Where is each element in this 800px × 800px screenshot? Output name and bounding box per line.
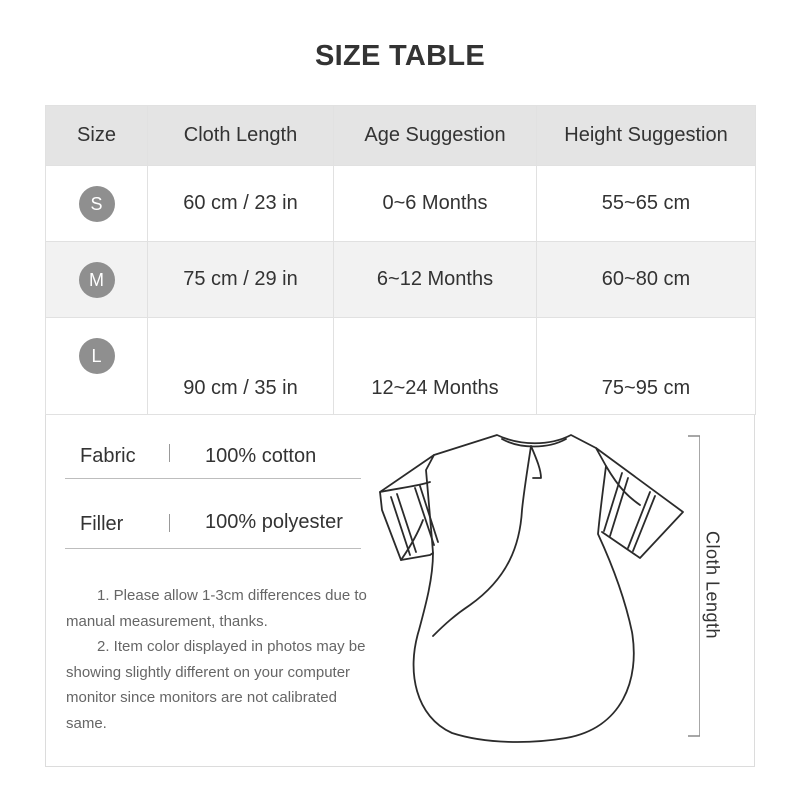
header-height-suggestion: Height Suggestion [537, 106, 756, 166]
table-header-row [46, 106, 756, 166]
spec-divider [169, 514, 170, 532]
note-item: 1. Please allow 1-3cm differences due to manual measurement, thanks. [66, 587, 367, 630]
height-cell: 60~80 cm [537, 242, 756, 318]
notes [66, 583, 376, 736]
sleep-sack-outline-icon [370, 420, 700, 750]
size-badge: M [79, 262, 115, 298]
spec-label: Filler [80, 513, 124, 535]
spec-row-fabric [65, 438, 361, 479]
age-cell: 6~12 Months [334, 242, 537, 318]
page-title: SIZE TABLE [314, 40, 486, 72]
spec-divider [169, 444, 170, 462]
cloth-length-cell: 60 cm / 23 in [148, 166, 334, 242]
height-cell: 55~65 cm [537, 166, 756, 242]
cloth-length-label: Cloth Length [702, 530, 723, 640]
size-cell [46, 242, 148, 318]
cloth-length-cell: 75 cm / 29 in [148, 242, 334, 318]
spec-value: 100% polyester [205, 511, 343, 533]
note-item: 2. Item color displayed in photos may be showing slightly different on your computer monitor since monitors are not calibrated same. [66, 638, 366, 732]
spec-row-filler [65, 508, 361, 549]
height-cell: 75~95 cm [537, 318, 756, 415]
header-age-suggestion: Age Suggestion [334, 106, 537, 166]
spec-label: Fabric [80, 445, 136, 467]
size-badge: S [79, 186, 115, 222]
age-cell: 12~24 Months [334, 318, 537, 415]
size-badge: L [79, 338, 115, 374]
header-size: Size [46, 106, 148, 166]
age-cell: 0~6 Months [334, 166, 537, 242]
table-row [46, 318, 756, 415]
size-cell [46, 318, 148, 415]
header-cloth-length: Cloth Length [148, 106, 334, 166]
table-row [46, 242, 756, 318]
table-row [46, 166, 756, 242]
spec-value: 100% cotton [205, 445, 317, 467]
cloth-length-cell: 90 cm / 35 in [148, 318, 334, 415]
measure-line [688, 436, 700, 736]
size-table [45, 105, 756, 415]
size-cell [46, 166, 148, 242]
